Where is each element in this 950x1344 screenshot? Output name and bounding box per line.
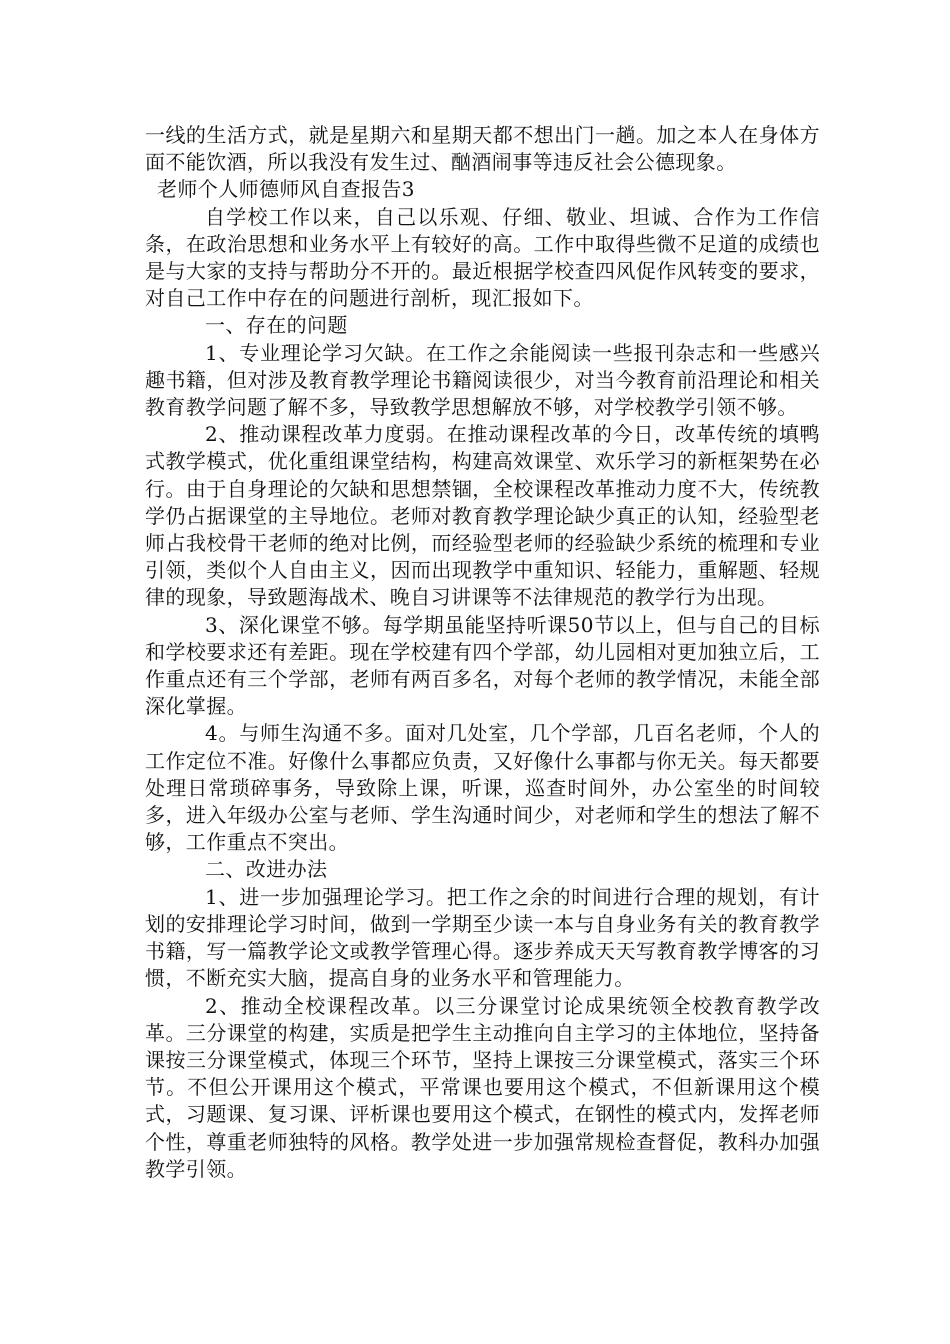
opening-paragraph: 自学校工作以来，自己以乐观、仔细、敬业、坦诚、合作为工作信条，在政治思想和业务水平上有较好的高。工作中取得些微不足道的成绩也是与大家的支持与帮助分不开的。最近根据学校查四风促作风转变的要求，对自己工作中存在的问题进行剖析，现汇报如下。 [145, 204, 820, 311]
section-title: 老师个人师德师风自查报告3 [157, 177, 415, 202]
heading-problems: 一、存在的问题 [205, 313, 348, 338]
document-page [145, 122, 820, 1183]
problem-4-paragraph: 4。与师生沟通不多。面对几处室，几个学部，几百名老师，个人的工作定位不准。好像什么事都应负责，又好像什么事都与你无关。每天都要处理日常琐碎事务，导致除上课，听课，巡查时间外，办公室坐的时间较多，进入年级办公室与老师、学生沟通时间少，对老师和学生的想法了解不够，工作重点不突出。 [145, 721, 820, 855]
problem-1-paragraph: 1、专业理论学习欠缺。在工作之余能阅读一些报刊杂志和一些感兴趣书籍，但对涉及教育教学理论书籍阅读很少，对当今教育前沿理论和相关教育教学问题了解不多，导致教学思想解放不够，对学校教学引领不够。 [145, 340, 820, 420]
intro-paragraph: 一线的生活方式，就是星期六和星期天都不想出门一趟。加之本人在身体方面不能饮酒，所以我没有发生过、酗酒闹事等违反社会公德现象。 [145, 123, 820, 175]
problem-3-paragraph: 3、深化课堂不够。每学期虽能坚持听课50节以上，但与自己的目标和学校要求还有差距。现在学校建有四个学部，幼儿园相对更加独立后，工作重点还有三个学部，老师有两百多名，对每个老师的教学情况，未能全部深化掌握。 [145, 612, 820, 719]
improvement-2-paragraph: 2、推动全校课程改革。以三分课堂讨论成果统领全校教育教学改革。三分课堂的构建，实质是把学生主动推向自主学习的主体地位，坚持备课按三分课堂模式，体现三个环节，坚持上课按三分课堂模式，落实三个环节。不但公开课用这个模式，平常课也要用这个模式，不但新课用这个模式，习题课、复习课、评析课也要用这个模式，在钢性的模式内，发挥老师个性，尊重老师独特的风格。教学处进一步加强常规检查督促，教科办加强教学引领。 [145, 993, 820, 1181]
improvement-1-paragraph: 1、进一步加强理论学习。把工作之余的时间进行合理的规划，有计划的安排理论学习时间，做到一学期至少读一本与自身业务有关的教育教学书籍，写一篇教学论文或教学管理心得。逐步养成天天写教育教学博客的习惯，不断充实大脑，提高自身的业务水平和管理能力。 [145, 884, 820, 991]
problem-2-paragraph: 2、推动课程改革力度弱。在推动课程改革的今日，改革传统的填鸭式教学模式，优化重组课堂结构，构建高效课堂、欢乐学习的新框架势在必行。由于自身理论的欠缺和思想禁锢，全校课程改革推动力度不大，传统教学仍占据课堂的主导地位。老师对教育教学理论缺少真正的认知，经验型老师占我校骨干老师的绝对比例，而经验型老师的经验缺少系统的梳理和专业引领，类似个人自由主义，因而出现教学中重知识、轻能力，重解题、轻规律的现象，导致题海战术、晚自习讲课等不法律规范的教学行为出现。 [145, 422, 820, 610]
heading-improvements: 二、改进办法 [205, 857, 328, 882]
